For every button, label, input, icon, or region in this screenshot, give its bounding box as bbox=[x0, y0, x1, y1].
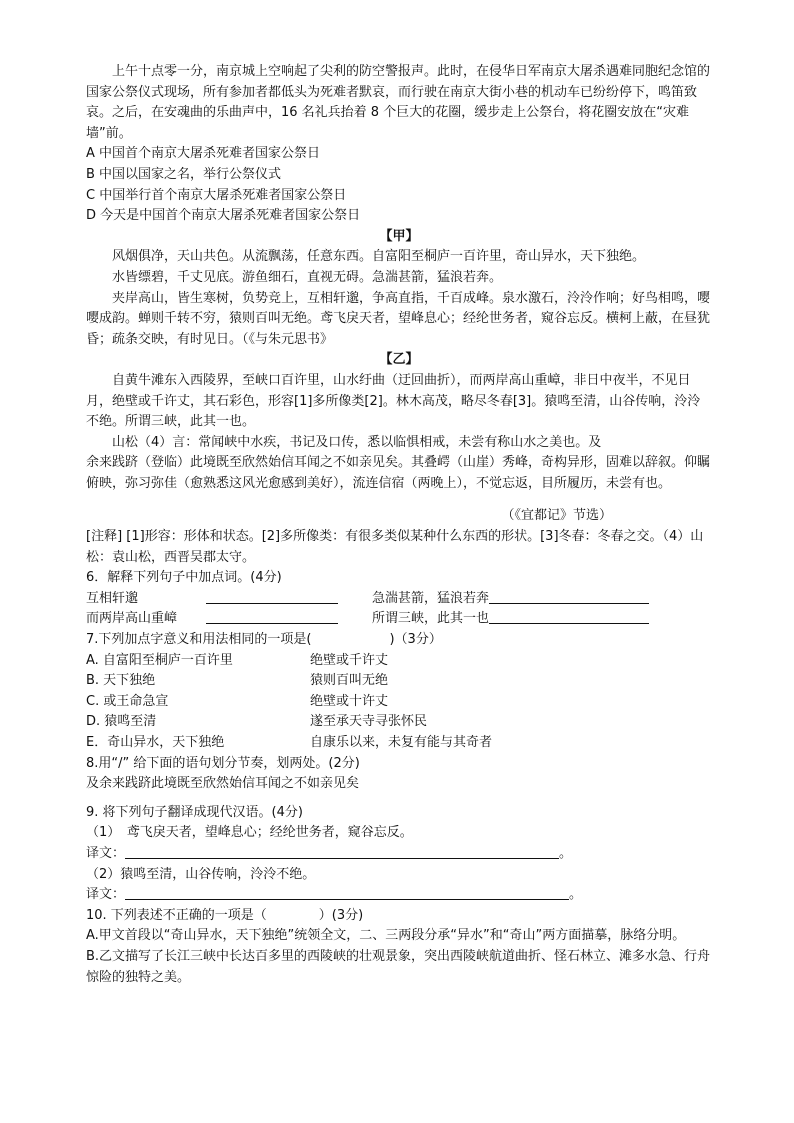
spacer bbox=[86, 795, 712, 803]
q7-option-d-left: D. 猿鸣至清 bbox=[86, 714, 157, 730]
yi-heading: 【乙】 bbox=[379, 352, 419, 368]
intro-paragraph: 上午十点零一分，南京城上空响起了尖利的防空警报声。此时，在侵华日军南京大屠杀遇难同胞纪念馆的国家公祭仪式现场，所有参加者都低头为死难者默哀，而行驶在南京大街小巷的机动车已纷纷停下，鸣笛致哀。之后，在安魂曲的乐曲声中，16 名礼兵抬着 8 个巨大的花圈，缓步走上公祭台，将花圈安放在“灾难墙”前。 bbox=[86, 64, 711, 141]
q9-period-1: 。 bbox=[559, 845, 573, 861]
yi-notes: [注释] [1]形容：形体和状态。[2]多所像类：有很多类似某种什么东西的形状。[3]冬春：冬春之交。（4）山松：袁山松，西晋吴郡太守。 bbox=[86, 529, 704, 565]
q9-period-2: 。 bbox=[569, 887, 583, 903]
q6-answer-blank-2[interactable] bbox=[489, 589, 649, 604]
q7-option-d-right: 遂至承天寺寻张怀民 bbox=[310, 714, 428, 730]
q6-item-4: 所谓三峡，此其一也 bbox=[372, 611, 490, 627]
spacer bbox=[86, 494, 712, 506]
q6-answer-blank-1[interactable] bbox=[206, 589, 338, 604]
q7-title: 7.下列加点字意义和用法相同的一项是( )（3分） bbox=[86, 632, 442, 648]
yi-para-3: 余来践跻（登临）此境既至欣然始信耳闻之不如亲见矣。其叠崿（山崖）秀峰，奇构异形，固难以辞叙。仰瞩俯映，弥习弥佳（愈熟悉这风光愈感到美好），流连信宿（两晚上），不觉忘返，目所履历，未尝有也。 bbox=[86, 455, 711, 491]
q7-option-a bbox=[86, 651, 712, 672]
jia-heading: 【甲】 bbox=[379, 228, 419, 244]
jia-para-1: 风烟俱净，天山共色。从流飘荡，任意东西。自富阳至桐庐一百许里，奇山异水，天下独绝。 bbox=[112, 249, 646, 265]
intro-option-c: C 中国举行首个南京大屠杀死难者国家公祭日 bbox=[86, 187, 347, 203]
q6-item-3: 而两岸高山重嶂 bbox=[86, 611, 178, 627]
q7-option-e-right: 自康乐以来，未复有能与其奇者 bbox=[310, 735, 493, 750]
jia-para-3: 夹岸高山，皆生寒树，负势竞上，互相轩邈，争高直指，千百成峰。泉水激石，泠泠作响；好鸟相鸣，嘤嘤成韵。蝉则千转不穷，猿则百叫无绝。鸢飞戾天者，望峰息心；经纶世务者，窥谷忘反。横柯上蔽，在昼犹昏；疏条交映，有时见日。（《与朱元思书》 bbox=[86, 290, 711, 347]
q7-option-c bbox=[86, 692, 712, 713]
yi-source: （《宜都记》节选） bbox=[501, 508, 612, 524]
q10-option-b: B.乙文描写了长江三峡中长达百多里的西陵峡的壮观景象，突出西陵峡航道曲折、怪石林立、滩多水急、行舟惊险的独特之美。 bbox=[86, 948, 711, 985]
intro-option-d: D 今天是中国首个南京大屠杀死难者国家公祭日 bbox=[86, 208, 361, 224]
q9-translation-label-1: 译文： bbox=[86, 845, 126, 861]
q6-answer-blank-3[interactable] bbox=[206, 609, 338, 624]
q7-option-e bbox=[86, 733, 712, 754]
q6-title: 6．解释下列句子中加点词。(4分) bbox=[86, 570, 282, 586]
q9-title: 9. 将下列句子翻译成现代汉语。(4分) bbox=[86, 804, 303, 820]
q6-row-1 bbox=[86, 589, 712, 610]
q7-option-d bbox=[86, 712, 712, 733]
q9-translation-row-1 bbox=[86, 844, 712, 865]
intro-option-b: B 中国以国家之名，举行公祭仪式 bbox=[86, 166, 282, 182]
q7-option-c-right: 绝壁或十许丈 bbox=[310, 693, 389, 709]
q10-title: 10. 下列表述不正确的一项是（ ）(3分) bbox=[86, 907, 364, 923]
page bbox=[86, 62, 712, 988]
q9-translation-blank-1[interactable] bbox=[125, 844, 559, 859]
intro-option-a: A 中国首个南京大屠杀死难者国家公祭日 bbox=[86, 146, 321, 162]
q7-option-b bbox=[86, 671, 712, 692]
q7-option-b-left: B. 天下独绝 bbox=[86, 673, 156, 689]
q9-translation-row-2 bbox=[86, 885, 712, 906]
q7-option-a-left: A. 自富阳至桐庐一百许里 bbox=[86, 652, 233, 668]
q9-sentence-2: （2）猿鸣至清，山谷传响，泠泠不绝。 bbox=[86, 866, 316, 882]
q7-option-e-left: E．奇山异水，天下独绝 bbox=[86, 735, 225, 750]
q8-sentence: 及余来践跻此境既至欣然始信耳闻之不如亲见矣 bbox=[86, 776, 360, 792]
q9-sentence-1: （1） 鸢飞戾天者，望峰息心；经纶世务者，窥谷忘反。 bbox=[86, 825, 413, 841]
q7-option-a-right: 绝壁或千许丈 bbox=[310, 652, 389, 668]
q6-row-2 bbox=[86, 609, 712, 630]
q10-option-a: A.甲文首段以“奇山异水，天下独绝”统领全文，二、三两段分承“异水”和“奇山”两方面描摹，脉络分明。 bbox=[86, 928, 686, 944]
q6-item-1: 互相轩邈 bbox=[86, 590, 139, 606]
q9-translation-blank-2[interactable] bbox=[125, 885, 569, 900]
q7-option-c-left: C. 或王命急宣 bbox=[86, 693, 169, 709]
yi-para-2: 山松（4）言：常闻峡中水疾，书记及口传，悉以临惧相戒，未尝有称山水之美也。及 bbox=[112, 434, 602, 450]
q7-option-b-right: 猿则百叫无绝 bbox=[310, 673, 389, 689]
q8-title: 8.用“/” 给下面的语句划分节奏，划两处。(2分) bbox=[86, 755, 360, 771]
q6-item-2: 急湍甚箭，猛浪若奔 bbox=[372, 590, 490, 606]
q9-translation-label-2: 译文： bbox=[86, 887, 126, 903]
yi-para-1: 自黄牛滩东入西陵界，至峡口百许里，山水纡曲（迂回曲折），而两岸高山重嶂，非日中夜半，不见日月，绝壁或千许丈，其石彩色，形容[1]多所像类[2]。林木高茂，略尽冬春[3]。猿鸣至清，山谷传响，泠泠不绝。所谓三峡，此其一也。 bbox=[86, 372, 701, 430]
jia-para-2: 水皆缥碧，千丈见底。游鱼细石，直视无碍。急湍甚箭，猛浪若奔。 bbox=[112, 269, 503, 285]
q6-answer-blank-4[interactable] bbox=[489, 609, 649, 624]
